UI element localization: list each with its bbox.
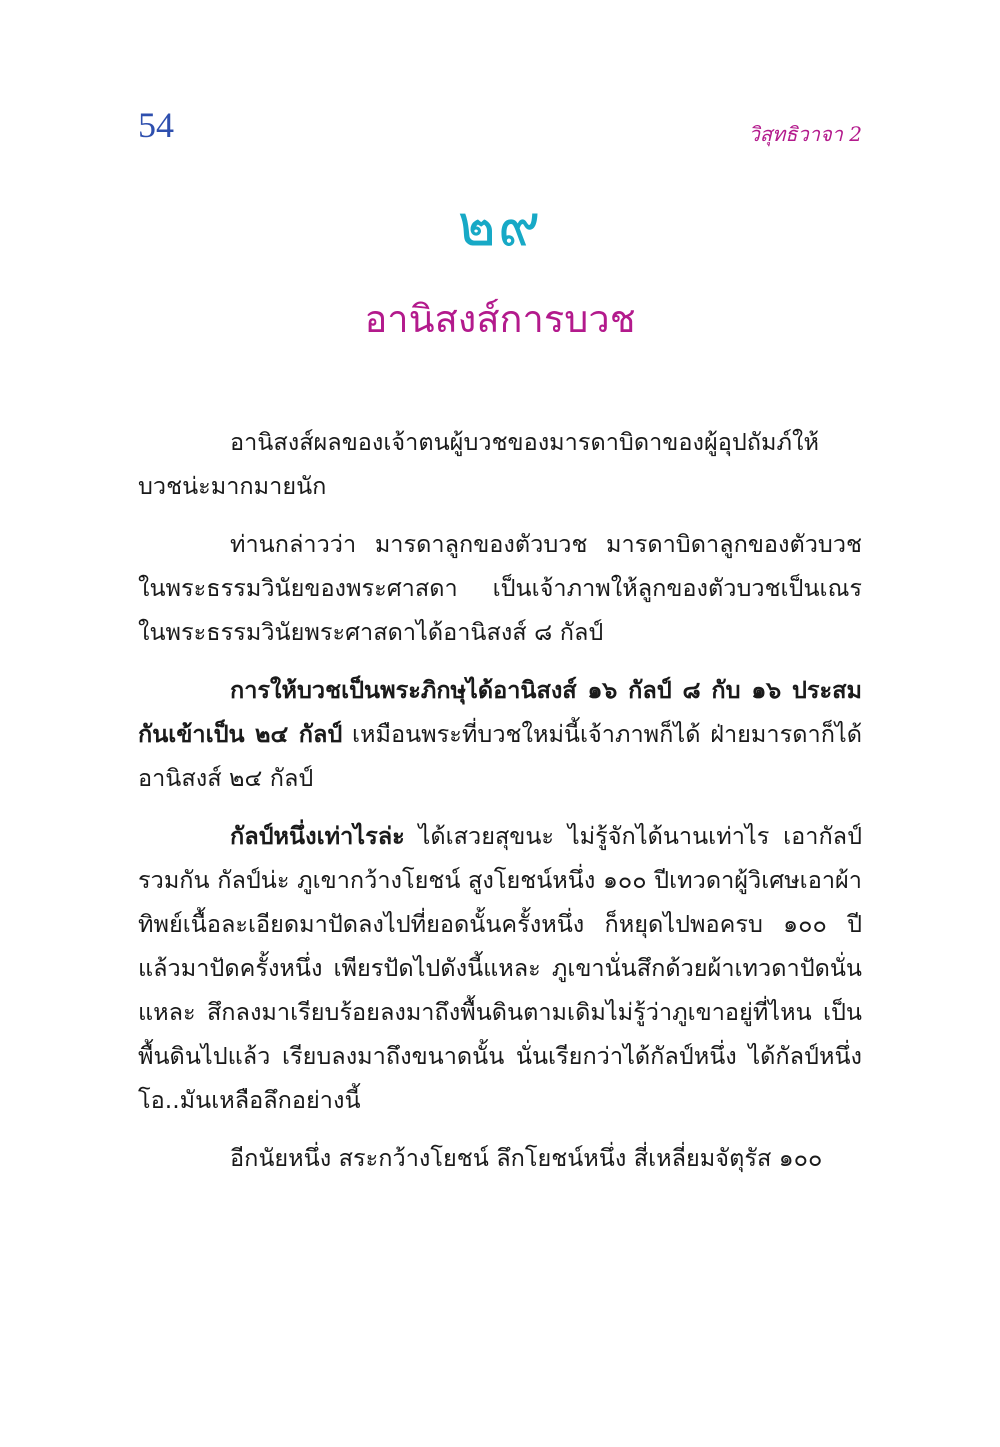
chapter-number: ๒๙ (457, 191, 543, 259)
paragraph-5: อีกนัยหนึ่ง สระกว้างโยชน์ ลึกโยชน์หนึ่ง สี่เหลี่ยมจัตุรัส ๑๐๐ (230, 1144, 823, 1172)
body-text (138, 420, 862, 1194)
paragraph-3 (138, 668, 862, 800)
paragraph-4-bold: กัลป์หนึ่งเท่าไรล่ะ (230, 822, 405, 850)
paragraph-3-bold: การให้บวชเป็นพระภิกษุได้อานิสงส์ ๑๖ กัลป์ ๘ กับ ๑๖ ประสมกันเข้าเป็น ๒๔ กัลป์ (138, 676, 862, 748)
running-title: วิสุทธิวาจา 2 (748, 122, 862, 146)
paragraph-2: ท่านกล่าวว่า มารดาลูกของตัวบวช มารดาบิดาลูกของตัวบวชในพระธรรมวินัยของพระศาสดา เป็นเจ้าภาพให้ลูกของตัวบวชเป็นเณรในพระธรรมวินัยพระศาสดาได้อานิสงส์ ๘ กัลป์ (138, 530, 862, 646)
page-header (138, 104, 862, 154)
paragraph-4-text: ได้เสวยสุขนะ ไม่รู้จักได้นานเท่าไร เอากัลป์รวมกัน กัลป์น่ะ ภูเขากว้างโยชน์ สูงโยชน์หนึ่ง ๑๐๐ ปีเทวดาผู้วิเศษเอาผ้าทิพย์เนื้อละเอียดมาปัดลงไปที่ยอดนั้นครั้งหนึ่ง ก็หยุดไปพอครบ ๑๐๐ ปีแล้วมาปัดครั้งหนึ่ง เพียรปัดไปดังนี้แหละ ภูเขานั่นสึกด้วยผ้าเทวดาปัดนั่นแหละ สึกลงมาเรียบร้อยลงมาถึงพื้นดินตามเดิมไม่รู้ว่าภูเขาอยู่ที่ไหน เป็นพื้นดินไปแล้ว เรียบลงมาถึงขนาดนั้น นั่นเรียกว่าได้กัลป์หนึ่ง ได้กัลป์หนึ่ง โอ..มันเหลือลึกอย่างนี้ (138, 822, 862, 1114)
chapter-title: อานิสงส์การบวช (364, 297, 636, 341)
paragraph-3-text: เหมือนพระที่บวชใหม่นี้เจ้าภาพก็ได้ ฝ่ายมารดาก็ได้อานิสงส์ ๒๔ กัลป์ (138, 720, 862, 792)
paragraph-1: อานิสงส์ผลของเจ้าตนผู้บวชของมารดาบิดาของผู้อุปถัมภ์ให้บวชน่ะมากมายนัก (138, 428, 819, 500)
paragraph-4 (138, 814, 862, 1122)
page-number: 54 (138, 105, 174, 145)
